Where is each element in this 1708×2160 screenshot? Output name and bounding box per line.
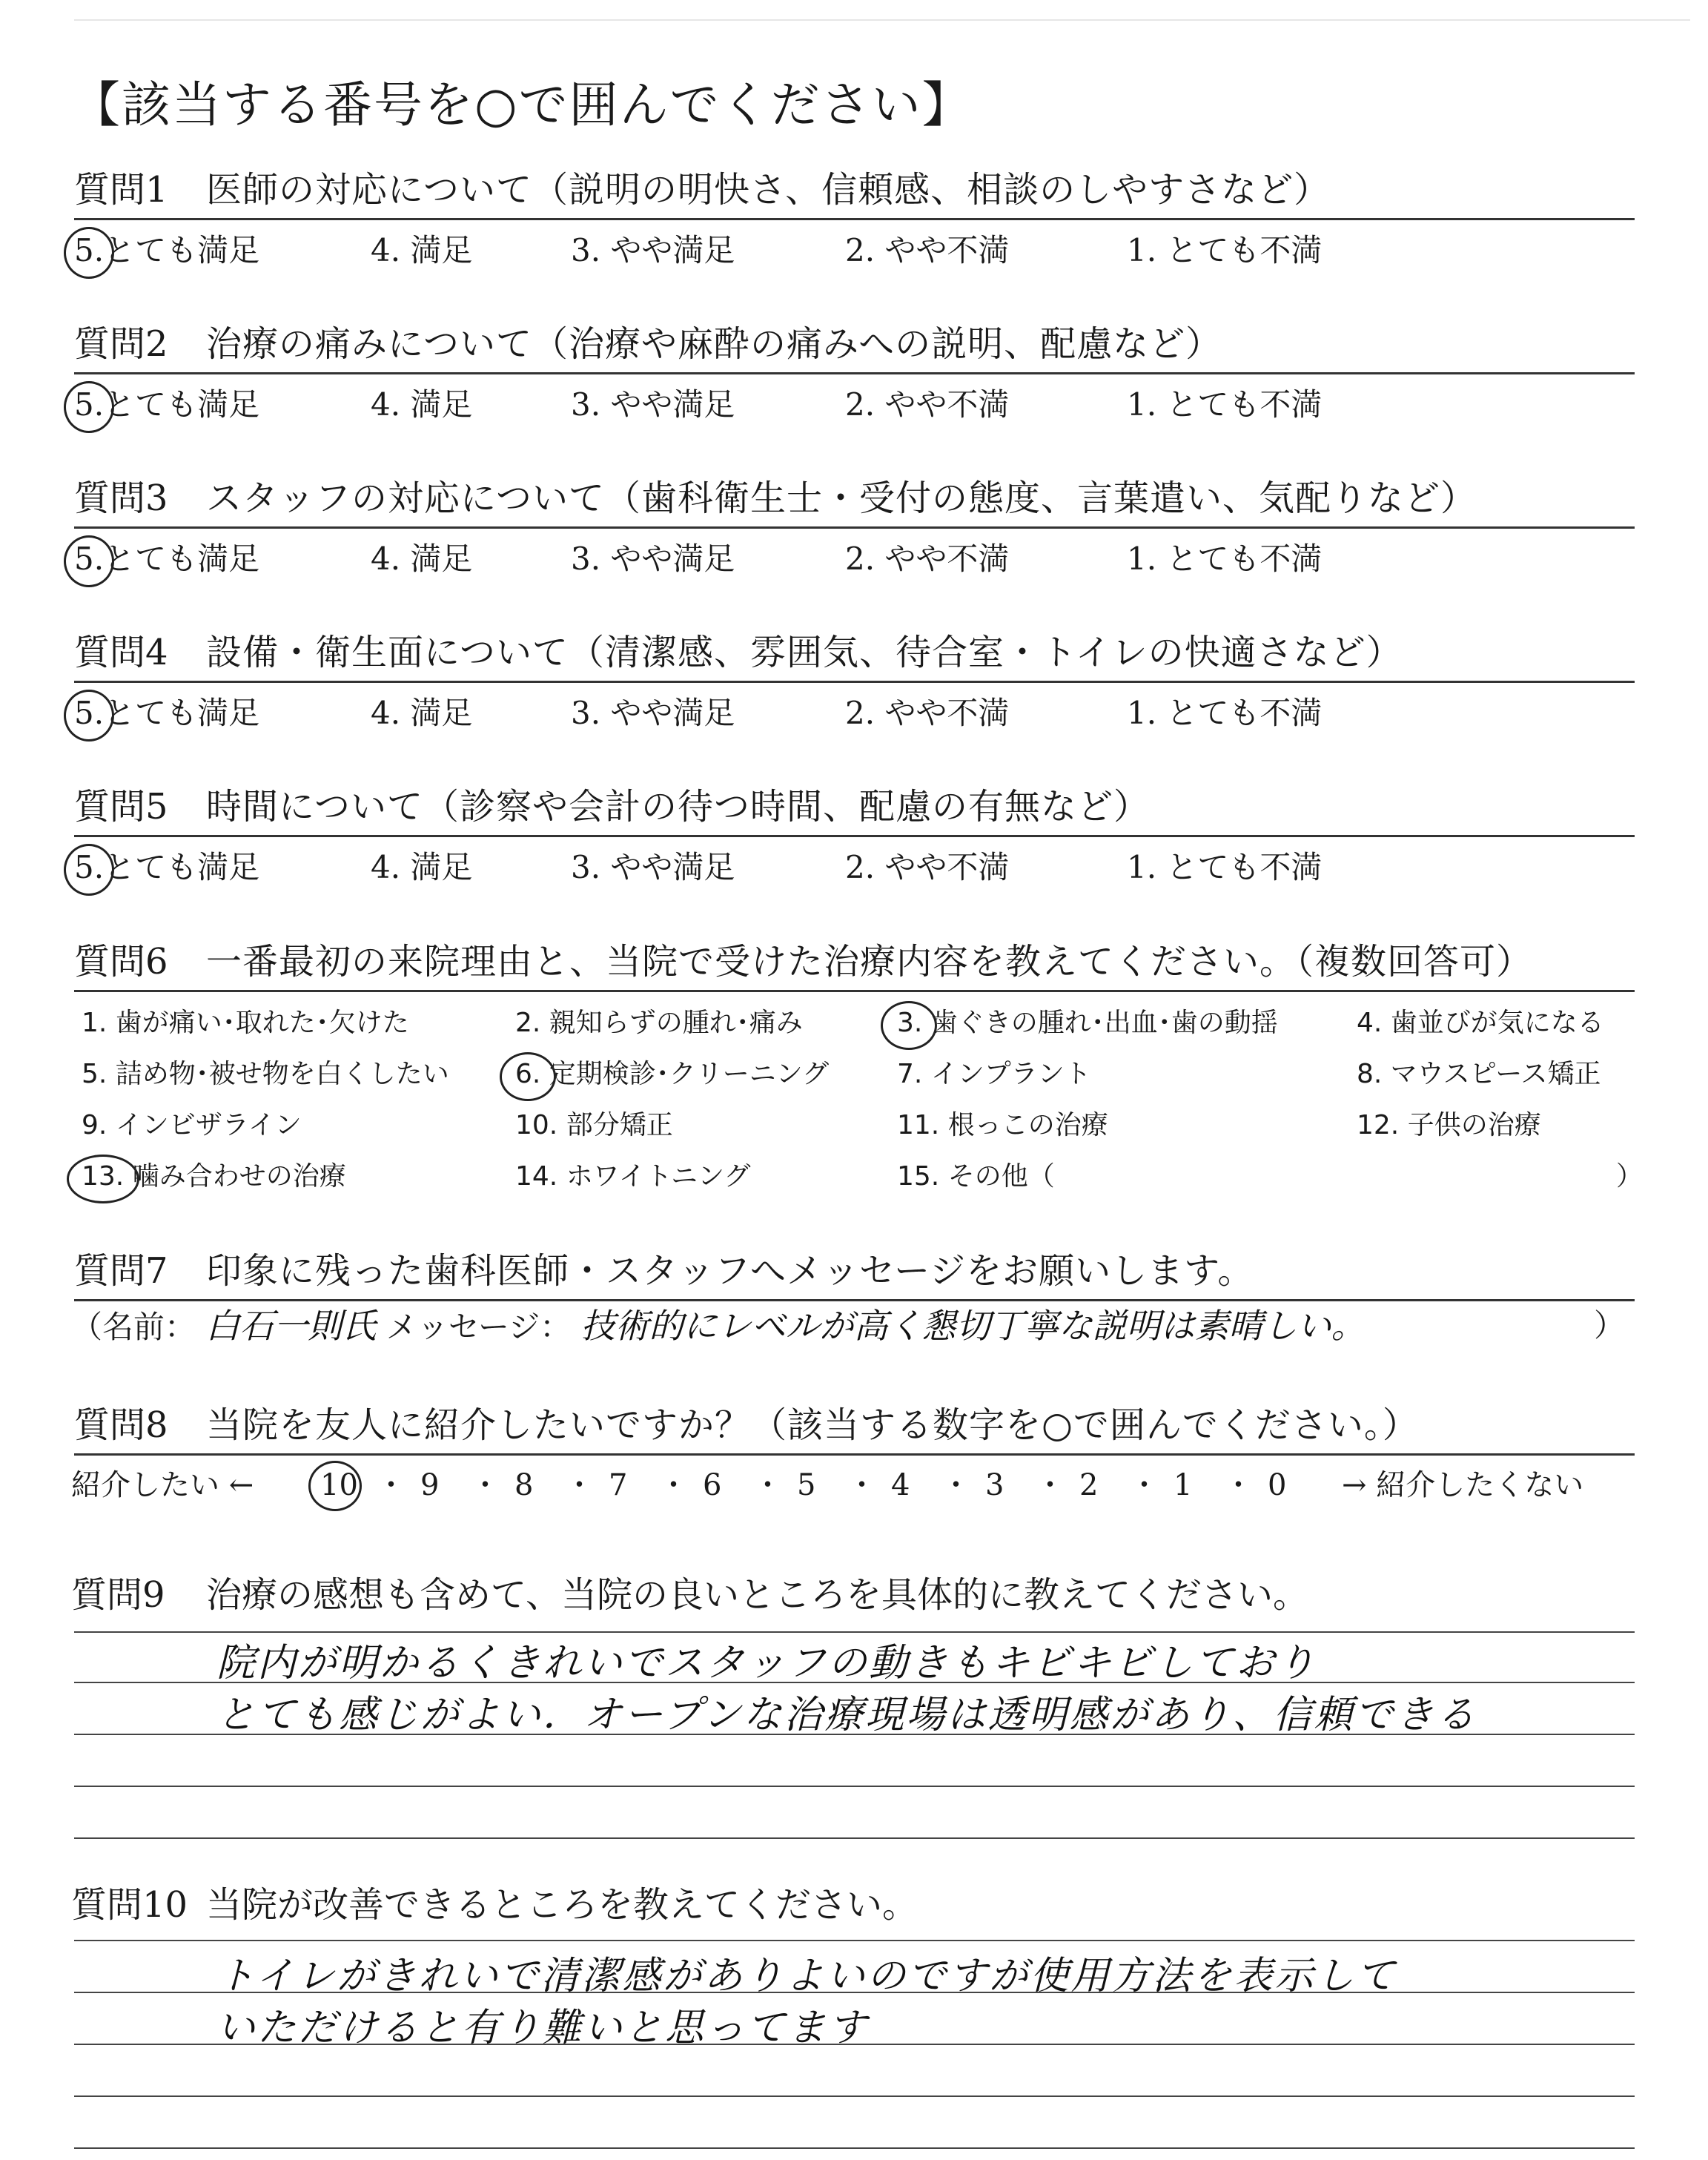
option-very-satisfied[interactable]: 5.とても満足 bbox=[74, 232, 260, 268]
treatment-option[interactable]: 5. 詰め物･被せ物を白くしたい bbox=[82, 1059, 449, 1089]
name-label: （名前： bbox=[71, 1309, 196, 1345]
handwritten-answer-line: トイレがきれいで清潔感がありよいのですが使用方法を表示して bbox=[216, 1954, 1397, 1998]
question-text: 当院を友人に紹介したいですか？（該当する数字を○で囲んでください。） bbox=[206, 1404, 1419, 1446]
scale-separator-dot: ・ bbox=[1223, 1468, 1254, 1502]
question-text: 当院が改善できるところを教えてください。 bbox=[206, 1884, 918, 1926]
option-satisfied[interactable]: 4. 満足 bbox=[371, 232, 473, 268]
treatment-option[interactable]: 10. 部分矯正 bbox=[515, 1110, 673, 1140]
question-number: 質問3 bbox=[74, 478, 168, 519]
handwritten-answer-line: いただけると有り難いと思ってます bbox=[216, 2006, 870, 2050]
treatment-option[interactable]: 13. 噛み合わせの治療 bbox=[82, 1161, 346, 1192]
question-number: 質問10 bbox=[71, 1884, 188, 1926]
answer-rule bbox=[74, 1940, 1635, 1941]
question-number: 質問2 bbox=[74, 323, 168, 365]
option-very-dissatisfied[interactable]: 1. とても不満 bbox=[1127, 232, 1323, 268]
selection-circle-mark bbox=[308, 1461, 362, 1511]
option-very-dissatisfied[interactable]: 1. とても不満 bbox=[1127, 541, 1323, 577]
question-number: 質問6 bbox=[74, 941, 168, 982]
recommend-right-label: → 紹介したくない bbox=[1342, 1468, 1584, 1502]
question-4-header bbox=[74, 629, 1635, 683]
scale-value-0[interactable]: 0 bbox=[1268, 1468, 1287, 1502]
option-satisfied[interactable]: 4. 満足 bbox=[371, 849, 473, 885]
option-very-dissatisfied[interactable]: 1. とても不満 bbox=[1127, 849, 1323, 885]
answer-rule bbox=[74, 1786, 1635, 1787]
option-very-dissatisfied[interactable]: 1. とても不満 bbox=[1127, 695, 1323, 731]
question-2-header bbox=[74, 320, 1635, 374]
question-1-header bbox=[74, 166, 1635, 220]
option-very-satisfied[interactable]: 5.とても満足 bbox=[74, 849, 260, 885]
message-field[interactable] bbox=[71, 1301, 1635, 1353]
answer-rule bbox=[74, 2147, 1635, 2149]
scale-separator-dot: ・ bbox=[376, 1468, 406, 1502]
option-satisfied[interactable]: 4. 満足 bbox=[371, 541, 473, 577]
question-text: 印象に残った歯科医師・スタッフへメッセージをお願いします。 bbox=[206, 1250, 1254, 1292]
scale-separator-dot: ・ bbox=[1035, 1468, 1065, 1502]
handwritten-answer-line: とても感じがよい．オープンな治療現場は透明感があり、信頼できる bbox=[216, 1693, 1477, 1737]
option-very-satisfied[interactable]: 5.とても満足 bbox=[74, 695, 260, 731]
option-somewhat-satisfied[interactable]: 3. やや満足 bbox=[571, 695, 735, 731]
question-number: 質問9 bbox=[71, 1574, 165, 1616]
treatment-option[interactable]: 14. ホワイトニング bbox=[515, 1161, 751, 1192]
page-title: 【該当する番号を○で囲んでください】 bbox=[71, 76, 973, 133]
treatment-option[interactable]: 9. インビザライン bbox=[82, 1110, 302, 1140]
question-text: 治療の痛みについて（治療や麻酔の痛みへの説明、配慮など） bbox=[206, 323, 1222, 365]
selection-circle-mark bbox=[64, 844, 114, 896]
treatment-option[interactable]: 1. 歯が痛い･取れた･欠けた bbox=[82, 1008, 409, 1038]
question-text: スタッフの対応について（歯科衛生士・受付の態度、言葉遣い、気配りなど） bbox=[206, 478, 1477, 519]
option-somewhat-satisfied[interactable]: 3. やや満足 bbox=[571, 541, 735, 577]
scale-separator-dot: ・ bbox=[564, 1468, 595, 1502]
answer-rule bbox=[74, 1837, 1635, 1839]
other-close-paren: ） bbox=[1616, 1161, 1644, 1192]
question-9-header bbox=[71, 1566, 1308, 1617]
scale-value-9[interactable]: 9 bbox=[420, 1468, 440, 1502]
scale-value-10[interactable]: 10 bbox=[320, 1468, 358, 1502]
selection-circle-mark bbox=[500, 1052, 556, 1101]
treatment-option[interactable]: 15. その他（ bbox=[897, 1161, 1055, 1192]
scale-value-7[interactable]: 7 bbox=[609, 1468, 628, 1502]
question-number: 質問1 bbox=[74, 169, 168, 211]
selection-circle-mark bbox=[64, 227, 114, 279]
option-somewhat-satisfied[interactable]: 3. やや満足 bbox=[571, 386, 735, 423]
handwritten-message: 技術的にレベルが高く懇切丁寧な説明は素晴しい。 bbox=[580, 1306, 1366, 1346]
treatment-option[interactable]: 4. 歯並びが気になる bbox=[1357, 1008, 1604, 1038]
option-very-satisfied[interactable]: 5.とても満足 bbox=[74, 386, 260, 423]
option-somewhat-dissatisfied[interactable]: 2. やや不満 bbox=[845, 695, 1010, 731]
treatment-option[interactable]: 12. 子供の治療 bbox=[1357, 1110, 1541, 1140]
scale-value-6[interactable]: 6 bbox=[703, 1468, 722, 1502]
message-close-paren: ） bbox=[1593, 1307, 1625, 1344]
option-somewhat-dissatisfied[interactable]: 2. やや不満 bbox=[845, 849, 1010, 885]
question-3-header bbox=[74, 475, 1635, 529]
recommend-left-label: 紹介したい ← bbox=[71, 1468, 254, 1502]
question-6-header bbox=[74, 938, 1635, 992]
question-text: 医師の対応について（説明の明快さ、信頼感、相談のしやすさなど） bbox=[206, 169, 1331, 211]
question-text: 時間について（診察や会計の待つ時間、配慮の有無など） bbox=[206, 786, 1151, 828]
question-number: 質問5 bbox=[74, 786, 168, 828]
option-very-satisfied[interactable]: 5.とても満足 bbox=[74, 541, 260, 577]
treatment-option[interactable]: 11. 根っこの治療 bbox=[897, 1110, 1108, 1140]
handwritten-answer-line: 院内が明かるくきれいでスタッフの動きもキビキビしており bbox=[216, 1641, 1318, 1685]
question-number: 質問4 bbox=[74, 632, 168, 673]
treatment-option[interactable]: 3. 歯ぐきの腫れ･出血･歯の動揺 bbox=[897, 1008, 1278, 1038]
handwritten-name: 白石一則氏 bbox=[205, 1306, 377, 1346]
message-label: メッセージ： bbox=[385, 1309, 572, 1345]
question-5-header bbox=[74, 783, 1635, 837]
option-somewhat-dissatisfied[interactable]: 2. やや不満 bbox=[845, 541, 1010, 577]
question-number: 質問8 bbox=[74, 1404, 168, 1446]
selection-circle-mark bbox=[67, 1155, 139, 1203]
scale-separator-dot: ・ bbox=[941, 1468, 971, 1502]
scale-separator-dot: ・ bbox=[658, 1468, 689, 1502]
treatment-option[interactable]: 6. 定期検診･クリーニング bbox=[515, 1059, 830, 1089]
option-satisfied[interactable]: 4. 満足 bbox=[371, 386, 473, 423]
treatment-option[interactable]: 7. インプラント bbox=[897, 1059, 1091, 1089]
option-somewhat-satisfied[interactable]: 3. やや満足 bbox=[571, 849, 735, 885]
answer-rule bbox=[74, 2095, 1635, 2097]
question-text: 一番最初の来院理由と、当院で受けた治療内容を教えてください。（複数回答可） bbox=[206, 941, 1533, 982]
option-very-dissatisfied[interactable]: 1. とても不満 bbox=[1127, 386, 1323, 423]
scale-separator-dot: ・ bbox=[847, 1468, 877, 1502]
selection-circle-mark bbox=[64, 690, 114, 742]
question-8-header bbox=[74, 1401, 1635, 1456]
selection-circle-mark bbox=[881, 1001, 937, 1050]
option-somewhat-dissatisfied[interactable]: 2. やや不満 bbox=[845, 232, 1010, 268]
treatment-option[interactable]: 2. 親知らずの腫れ･痛み bbox=[515, 1008, 803, 1038]
scale-separator-dot: ・ bbox=[752, 1468, 783, 1502]
option-somewhat-dissatisfied[interactable]: 2. やや不満 bbox=[845, 386, 1010, 423]
selection-circle-mark bbox=[64, 535, 114, 587]
scale-separator-dot: ・ bbox=[1129, 1468, 1159, 1502]
option-somewhat-satisfied[interactable]: 3. やや満足 bbox=[571, 232, 735, 268]
scale-value-2[interactable]: 2 bbox=[1079, 1468, 1099, 1502]
scale-value-3[interactable]: 3 bbox=[985, 1468, 1004, 1502]
question-10-header bbox=[71, 1876, 918, 1927]
option-satisfied[interactable]: 4. 満足 bbox=[371, 695, 473, 731]
question-text: 治療の感想も含めて、当院の良いところを具体的に教えてください。 bbox=[206, 1574, 1309, 1616]
selection-circle-mark bbox=[64, 381, 114, 433]
treatment-option[interactable]: 8. マウスピース矯正 bbox=[1357, 1059, 1601, 1089]
scale-value-5[interactable]: 5 bbox=[797, 1468, 816, 1502]
top-border bbox=[74, 19, 1690, 21]
scale-value-8[interactable]: 8 bbox=[514, 1468, 534, 1502]
question-number: 質問7 bbox=[74, 1250, 168, 1292]
question-7-header bbox=[74, 1247, 1635, 1301]
scale-value-4[interactable]: 4 bbox=[891, 1468, 910, 1502]
scale-value-1[interactable]: 1 bbox=[1174, 1468, 1193, 1502]
scale-separator-dot: ・ bbox=[470, 1468, 500, 1502]
question-text: 設備・衛生面について（清潔感、雰囲気、待合室・トイレの快適さなど） bbox=[206, 632, 1403, 673]
